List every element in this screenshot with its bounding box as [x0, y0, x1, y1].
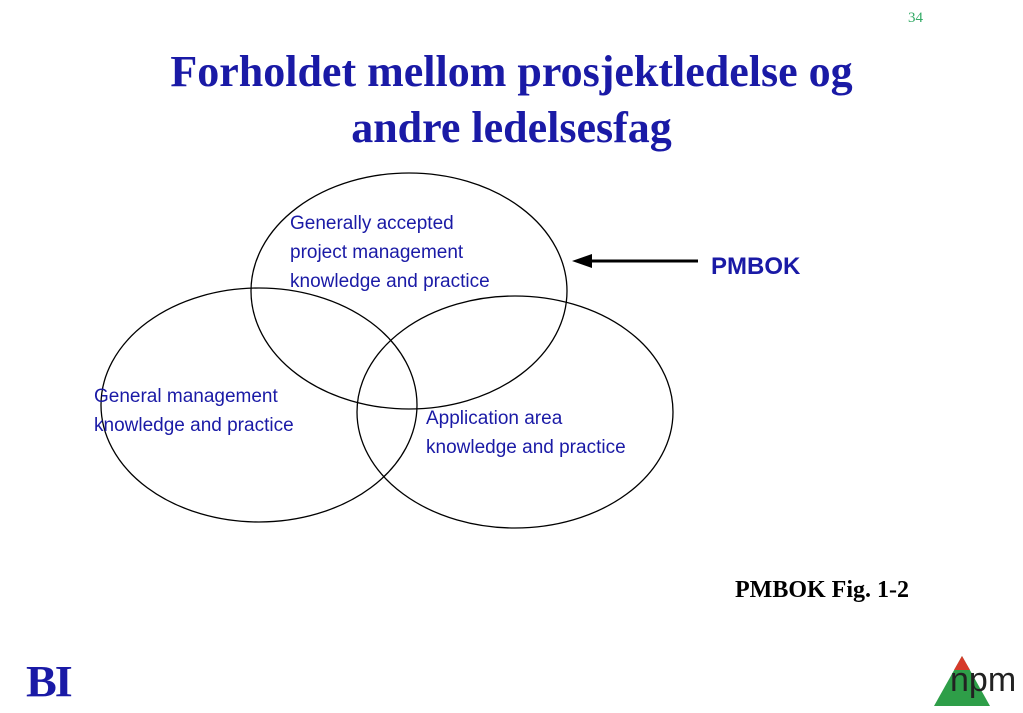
project-management-label [290, 209, 490, 296]
bi-logo: BI [26, 657, 71, 706]
pmbok-arrow [572, 254, 698, 268]
label-line: knowledge and practice [426, 437, 626, 458]
label-line: project management [290, 242, 464, 263]
slide-number: 34 [908, 10, 923, 26]
label-line: Generally accepted [290, 213, 454, 234]
general-management-label [94, 382, 294, 440]
application-area-label [426, 404, 626, 462]
label-line: knowledge and practice [94, 415, 294, 436]
pmbok-label: PMBOK [711, 253, 801, 280]
slide-title-line-1: Forholdet mellom prosjektledelse og [170, 47, 853, 96]
label-line: General management [94, 386, 278, 407]
npm-logo-text: npm [950, 661, 1017, 699]
npm-logo [932, 652, 1023, 708]
label-line: knowledge and practice [290, 271, 490, 292]
slide-title-line-2: andre ledelsesfag [351, 103, 672, 152]
figure-caption: PMBOK Fig. 1-2 [735, 577, 909, 603]
label-line: Application area [426, 408, 563, 429]
